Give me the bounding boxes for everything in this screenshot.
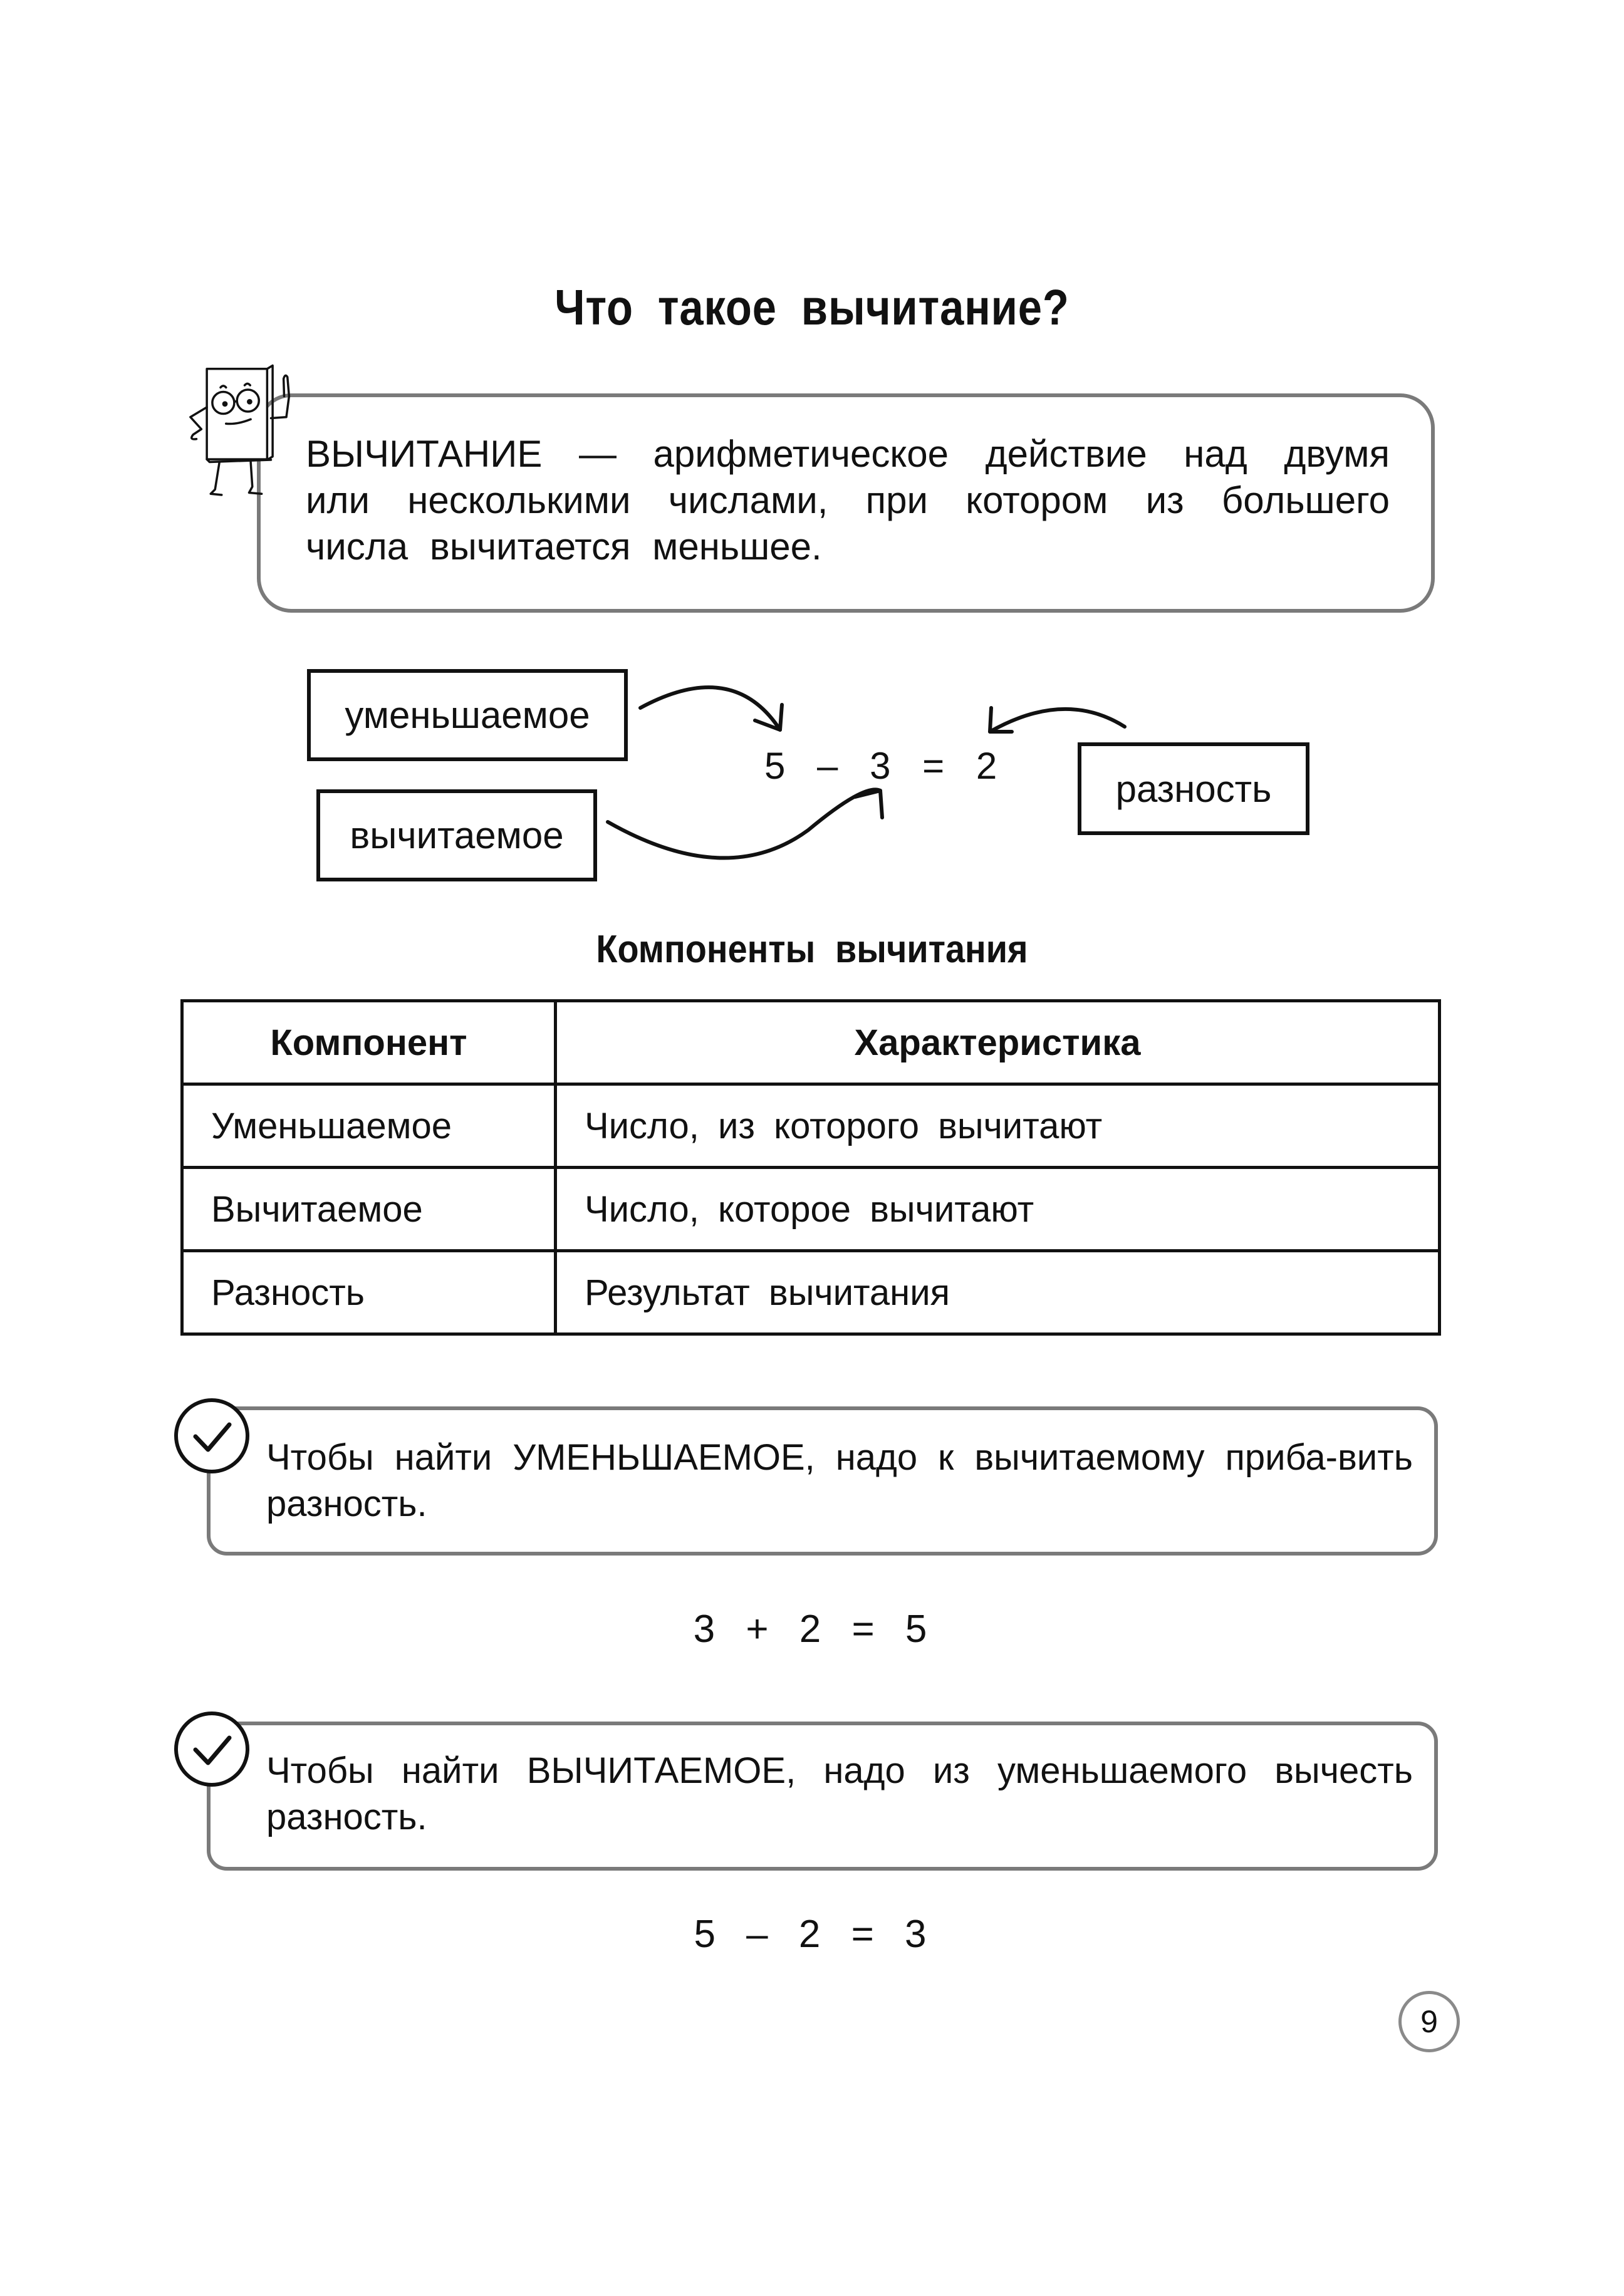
checkmark-circle-icon (174, 1398, 249, 1473)
components-table (180, 999, 1441, 1336)
checkmark-circle-icon (174, 1712, 249, 1787)
book-mascot-icon (177, 345, 308, 514)
definition-text: ВЫЧИТАНИЕ — арифметическое действие над двумя или несколькими числами, при котором из большего числа вычитается меньшее. (306, 433, 1390, 568)
components-heading: Компоненты вычитания (596, 928, 1028, 971)
rule-text-subtrahend: Чтобы найти ВЫЧИТАЕМОЕ, надо из уменьшаемого вычесть разность. (266, 1750, 1413, 1837)
page-number: 9 (1398, 1991, 1460, 2052)
column-header-component: Компонент (182, 1001, 556, 1084)
page-title: Что такое вычитание? (554, 279, 1070, 335)
component-description: Результат вычитания (556, 1251, 1440, 1334)
table-row (182, 1251, 1440, 1334)
component-description: Число, из которого вычитают (556, 1084, 1440, 1168)
component-description: Число, которое вычитают (556, 1168, 1440, 1251)
column-header-characteristic: Характеристика (556, 1001, 1440, 1084)
rule-example-subtrahend: 5 – 2 = 3 (694, 1913, 930, 1956)
minuend-box: уменьшаемое (307, 669, 628, 761)
component-name: Вычитаемое (182, 1168, 556, 1251)
table-header-row (182, 1001, 1440, 1084)
arrow-difference-icon (990, 708, 1125, 732)
difference-box: разность (1078, 742, 1309, 835)
arrow-minuend-icon (640, 687, 782, 730)
table-row (182, 1168, 1440, 1251)
component-name: Уменьшаемое (182, 1084, 556, 1168)
example-equation: 5 – 3 = 2 (764, 745, 1002, 787)
rule-text-minuend: Чтобы найти УМЕНЬШАЕМОЕ, надо к вычитаемому приба-вить разность. (266, 1437, 1413, 1524)
subtrahend-box: вычитаемое (316, 789, 597, 881)
arrow-subtrahend-icon (608, 789, 882, 858)
rule-example-minuend: 3 + 2 = 5 (693, 1608, 931, 1651)
component-name: Разность (182, 1251, 556, 1334)
table-row (182, 1084, 1440, 1168)
